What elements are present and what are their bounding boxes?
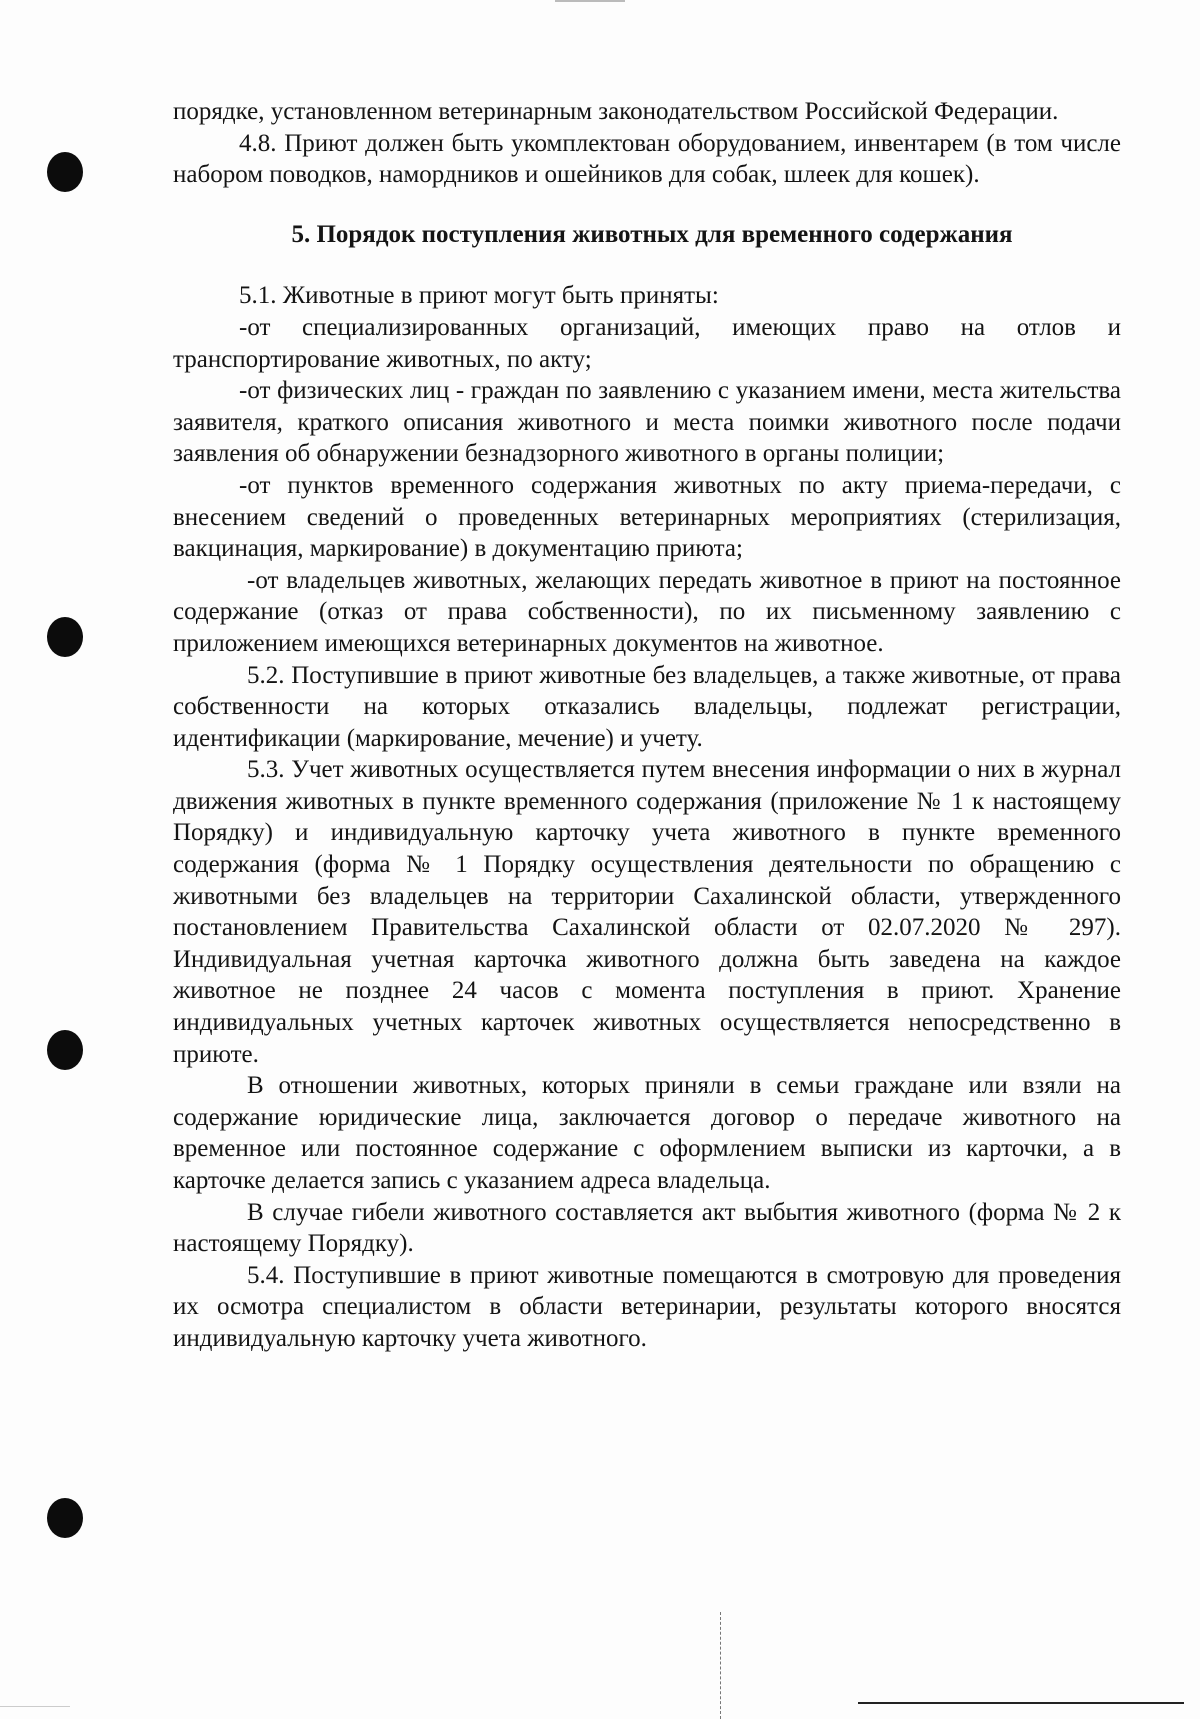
list-item-specialized-orgs: -от специализированных организаций, имеющих право на отлов и транспортирование животных, по акту; <box>173 313 1121 373</box>
punch-hole-3 <box>47 1030 83 1070</box>
scan-artifact-top <box>555 0 625 2</box>
paragraph-adoption: В отношении животных, которых приняли в семьи граждане или взяли на содержание юридические лица, заключается договор о передаче животного на временное или постоянное содержание с оформлением выписки из карточки, а в карточке делается запись с указанием адреса владельца. <box>173 1072 1121 1194</box>
list-item-temporary-points: -от пунктов временного содержания животных по акту приема-передачи, с внесением сведений о проведенных ветеринарных мероприятиях (стерилизация, вакцинация, маркирование) в документацию приюта; <box>173 471 1121 563</box>
paragraph-5-4: 5.4. Поступившие в приют животные помещаются в смотровую для проведения их осмотра специалистом в области ветеринарии, результаты которого вносятся индивидуальную карточку учета животного. <box>173 1261 1121 1352</box>
document-body <box>173 96 1121 1355</box>
footer-rule <box>858 1702 1184 1704</box>
list-item-individuals: -от физических лиц - граждан по заявлению с указанием имени, места жительства заявителя, краткого описания животного и места поимки животного после подачи заявления об обнаружении безнадзорного животного в органы полиции; <box>173 377 1121 468</box>
paragraph-continuation: порядке, установленном ветеринарным законодательством Российской Федерации. <box>173 98 1059 125</box>
scan-artifact-vertical <box>720 1612 722 1719</box>
scan-artifact-bottom-left <box>0 1706 70 1707</box>
punch-hole-1 <box>47 152 83 192</box>
paragraph-death: В случае гибели животного составляется акт выбытия животного (форма № 2 к настоящему Порядку). <box>173 1198 1121 1258</box>
punch-hole-2 <box>47 617 83 657</box>
punch-hole-4 <box>47 1498 83 1538</box>
paragraph-4-8: 4.8. Приют должен быть укомплектован оборудованием, инвентарем (в том числе набором поводков, намордников и ошейников для собак, шлеек для кошек). <box>173 129 1121 189</box>
list-item-owners: -от владельцев животных, желающих передать животное в приют на постоянное содержание (отказ от права собственности), по их письменному заявлению с приложением имеющихся ветеринарных документов на животное. <box>173 566 1121 657</box>
paragraph-5-3: 5.3. Учет животных осуществляется путем внесения информации о них в журнал движения животных в пункте временного содержания (приложение № 1 к настоящему Порядку) и индивидуальную карточку учета животного в пункте временного содержания (форма № 1 Порядку осуществления деятельности по обращению с животными без владельцев на территории Сахалинской области, утвержденного постановлением Правительства Сахалинской области от 02.07.2020 № 297). Индивидуальная учетная карточка животного должна быть заведена на каждое животное не позднее 24 часов с момента поступления в приют. Хранение индивидуальных учетных карточек животных осуществляется непосредственно в приюте. <box>173 756 1121 1068</box>
paragraph-5-1: 5.1. Животные в приют могут быть приняты: <box>239 282 719 310</box>
paragraph-5-2: 5.2. Поступившие в приют животные без владельцев, а также животные, от права собственности на которых отказались владельцы, подлежат регистрации, идентификации (маркирование, мечение) и учету. <box>173 661 1121 752</box>
section-heading: 5. Порядок поступления животных для временного содержания <box>291 220 1013 248</box>
